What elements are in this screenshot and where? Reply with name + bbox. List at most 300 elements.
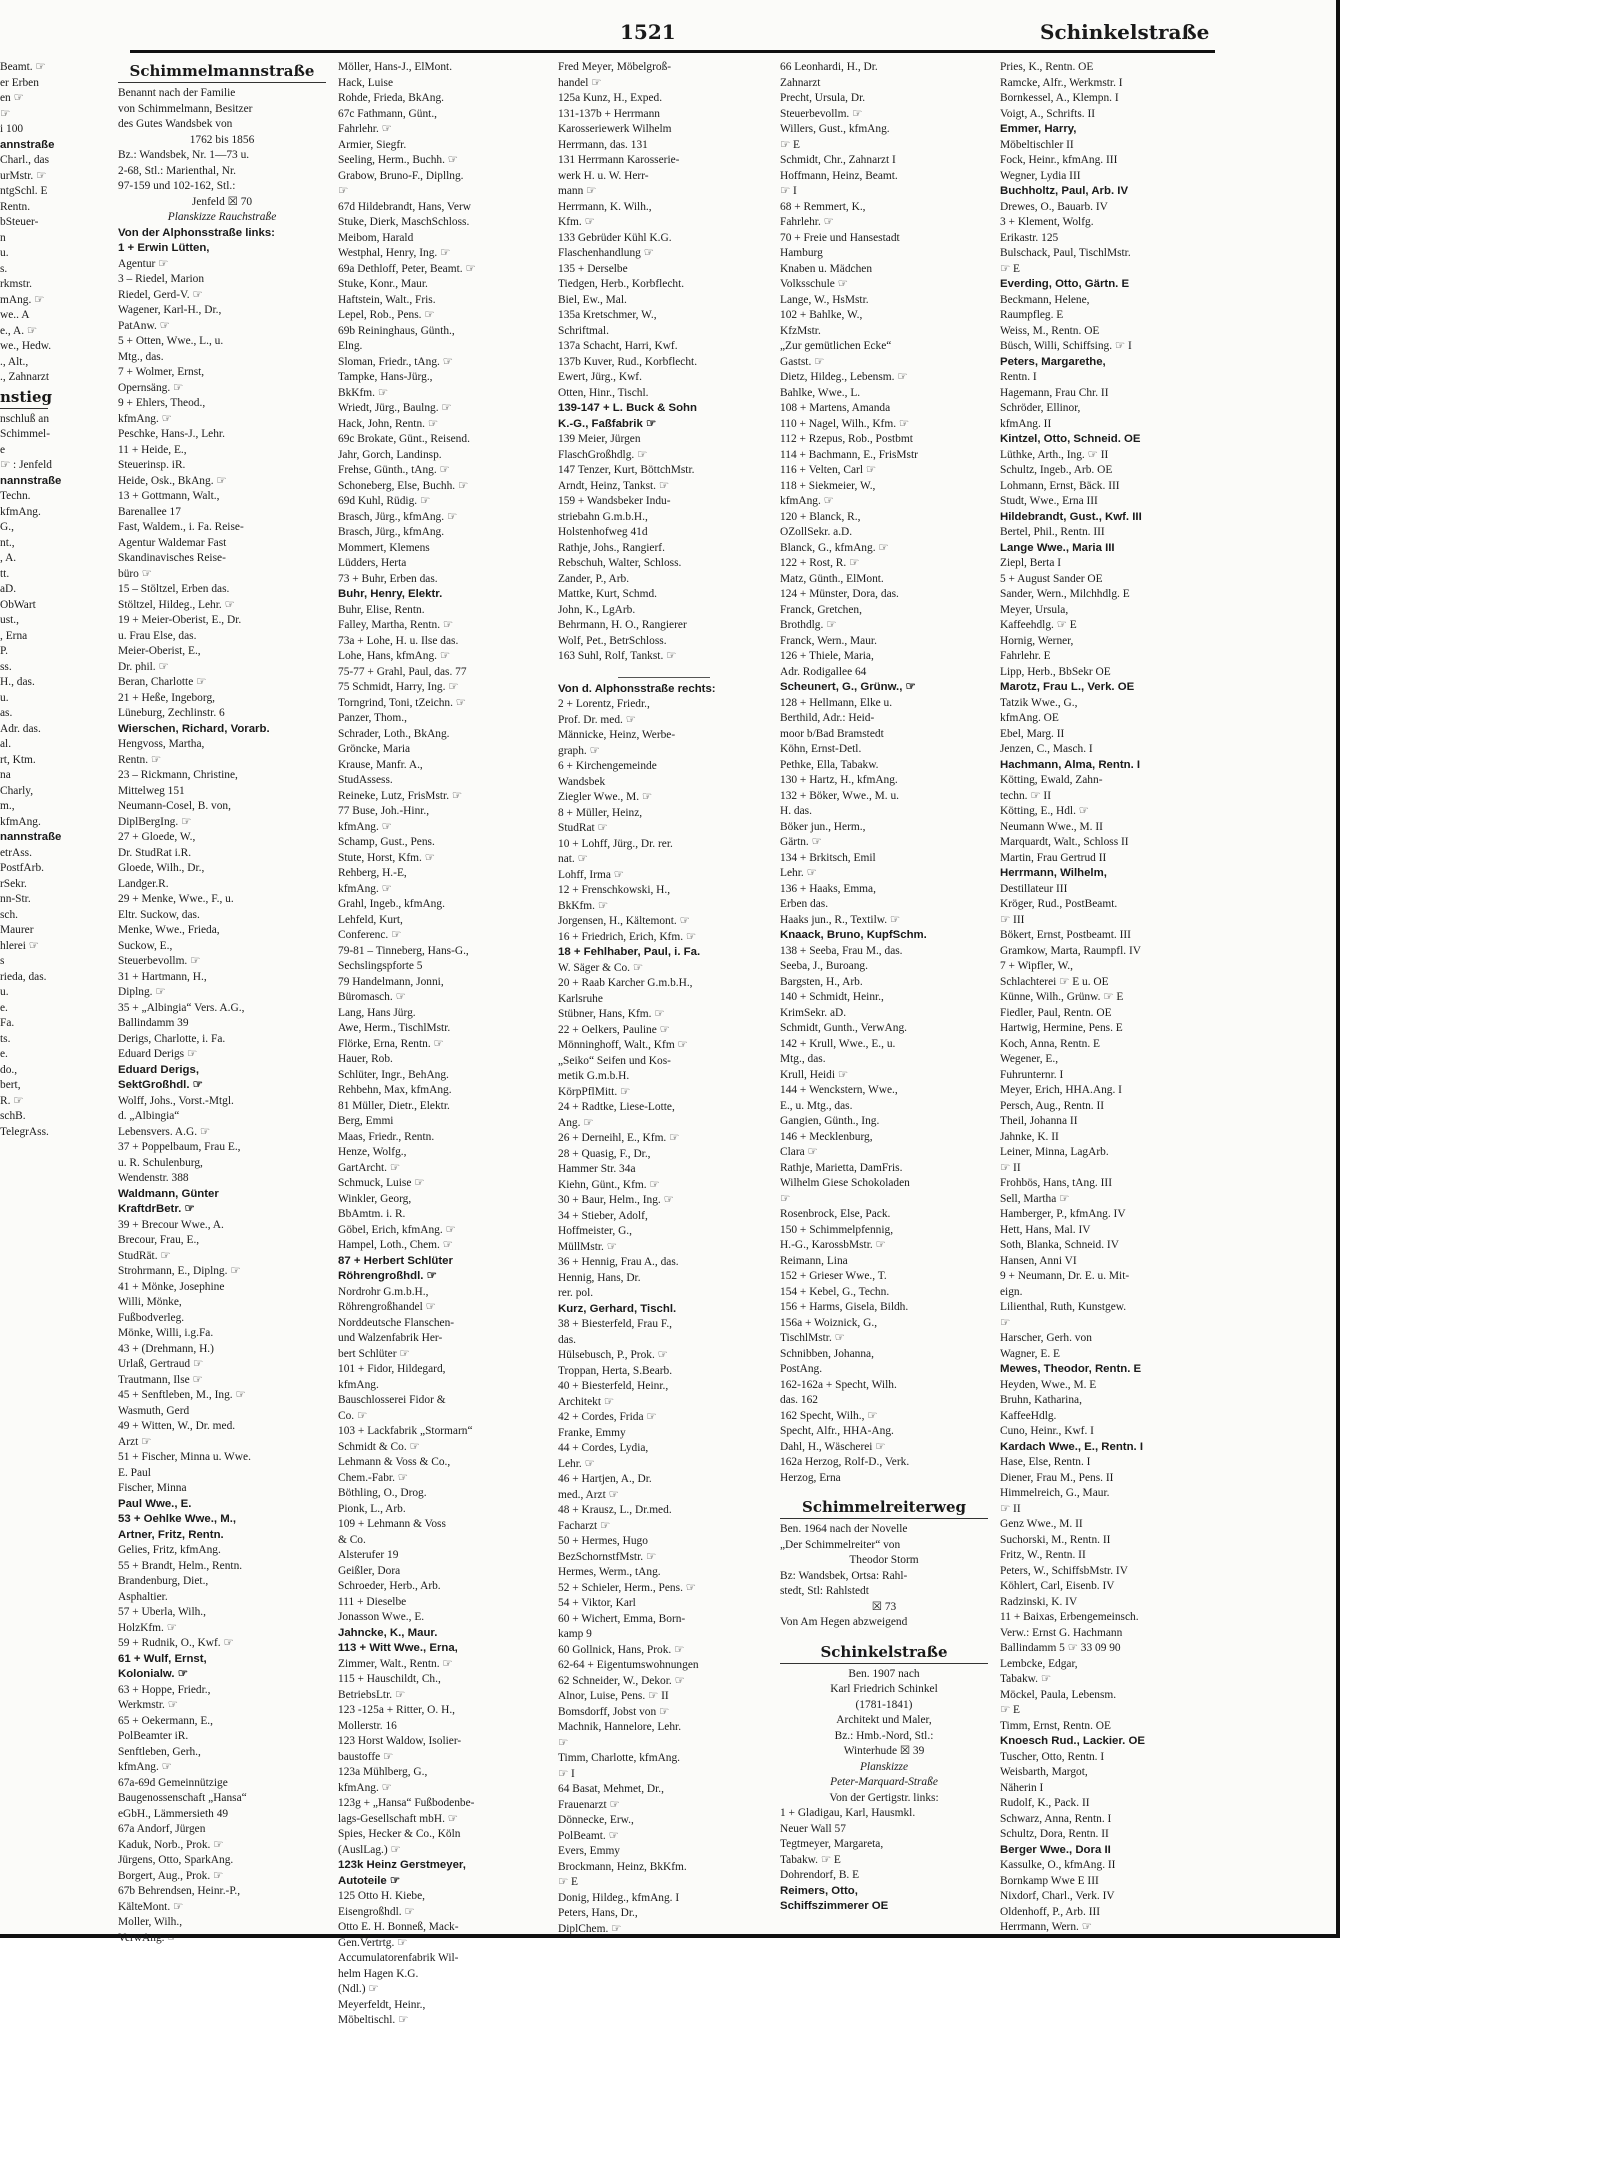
directory-entry-line: 120 + Blanck, R., (780, 510, 861, 523)
directory-entry-line: mAng. ☞ (0, 293, 45, 306)
directory-entry-line: 44 + Cordes, Lydia, (558, 1442, 649, 1454)
directory-entry-line: Dahl, H., Wäscherei ☞ (780, 1440, 886, 1453)
directory-entry-line: Frehse, Günth., tAng. ☞ (338, 464, 450, 476)
directory-entry-line: Krull, Heidi ☞ (780, 1068, 849, 1081)
directory-entry-line: Henze, Wolfg., (338, 1146, 407, 1158)
directory-entry-line: Conferenc. ☞ (338, 929, 402, 941)
directory-entry-line: Specht, Alfr., HHA-Ang. (780, 1425, 894, 1437)
directory-entry-line: Ziegler Wwe., M. ☞ (558, 791, 653, 803)
directory-entry-line: 11 + Baixas, Erbengemeinsch. (1000, 1611, 1139, 1623)
directory-entry-line: 1 + Erwin Lütten, (118, 242, 210, 254)
directory-entry-line: Gelies, Fritz, kfmAng. (118, 1544, 221, 1556)
directory-entry-line: Hildebrandt, Gust., Kwf. III (1000, 510, 1142, 523)
directory-entry-line: Schultz, Dora, Rentn. II (1000, 1828, 1109, 1840)
directory-entry-line: Marotz, Frau L., Verk. OE (1000, 681, 1135, 693)
directory-entry-line: 69d Kuhl, Rüdig. ☞ (338, 495, 431, 507)
directory-entry-line: Alsterufer 19 (338, 1549, 399, 1561)
directory-entry-line: Kolonialw. ☞ (118, 1668, 188, 1680)
directory-entry-line: 123g + „Hansa“ Fußbodenbe- (338, 1797, 475, 1809)
directory-entry-line: Lembcke, Edgar, (1000, 1657, 1078, 1670)
directory-entry-line: Facharzt ☞ (558, 1519, 611, 1532)
directory-entry-line: 162 Specht, Wilh., ☞ (780, 1409, 878, 1422)
directory-entry-line: u. (0, 247, 9, 259)
directory-entry-line: 115 + Hauschildt, Ch., (338, 1673, 441, 1685)
directory-entry-line: as. (0, 707, 13, 719)
directory-entry-line: Meyerfeldt, Heinr., (338, 1998, 426, 2011)
section-divider (618, 669, 710, 678)
directory-entry-line: E., u. Mtg., das. (780, 1099, 853, 1112)
directory-entry-line: Ben. 1907 nach (848, 1667, 920, 1680)
directory-entry-line: Buhr, Henry, Elektr. (338, 588, 443, 600)
directory-entry-line: Schmidt & Co. ☞ (338, 1440, 420, 1453)
directory-entry-line: (1781-1841) (855, 1698, 913, 1711)
directory-entry-line: Fußbodverleg. (118, 1311, 185, 1324)
directory-entry-line: 75 Schmidt, Harry, Ing. ☞ (338, 681, 459, 693)
directory-entry-line: P. (0, 645, 8, 657)
directory-entry-line: Koch, Anna, Rentn. E (1000, 1037, 1100, 1050)
directory-entry-line: eGbH., Lämmersieth 49 (118, 1807, 229, 1820)
directory-entry-line: Volksschule ☞ (780, 278, 848, 290)
directory-entry-line: graph. ☞ (558, 744, 600, 757)
directory-entry-line: Lange, W., HsMstr. (780, 293, 869, 306)
directory-entry-line: Lipp, Herb., BbSekr OE (1000, 665, 1111, 678)
directory-entry-line: Hengvoss, Martha, (118, 738, 205, 750)
directory-entry-line: Erikastr. 125 (1000, 231, 1059, 244)
directory-entry-line: R. ☞ (0, 1094, 24, 1107)
directory-entry-line: 135a Kretschmer, W., (558, 309, 657, 321)
directory-entry-line: rieda, das. (0, 970, 47, 983)
directory-entry-line: e. (0, 1001, 8, 1014)
directory-entry-line: Rentn. ☞ (118, 753, 162, 766)
directory-entry-line: mann ☞ (558, 185, 597, 197)
directory-entry-line: KrimSekr. aD. (780, 1006, 847, 1019)
directory-entry-line: Winkler, Georg, (338, 1192, 412, 1205)
directory-entry-line: Schamp, Gust., Pens. (338, 836, 435, 848)
directory-entry-line: 147 Tenzer, Kurt, BöttchMstr. (558, 464, 695, 476)
directory-entry-line: kfmAng. (338, 1378, 379, 1391)
directory-entry-line: Opernsäng. ☞ (118, 381, 184, 394)
directory-entry-line: H., das. (0, 676, 35, 688)
directory-entry-line: 116 + Velten, Carl ☞ (780, 464, 877, 476)
directory-entry-line: Strohrmann, E., Diplng. ☞ (118, 1265, 241, 1277)
directory-entry-line: PolBeamt. ☞ (558, 1829, 619, 1842)
directory-entry-line: Alnor, Luise, Pens. ☞ II (558, 1690, 669, 1702)
directory-entry-line: StudAssess. (338, 774, 393, 786)
header-rule (130, 50, 1215, 53)
directory-entry-line: s (0, 955, 5, 967)
directory-entry-line: 3 + Klement, Wolfg. (1000, 216, 1094, 228)
directory-entry-line: Autoteile ☞ (338, 1874, 401, 1887)
directory-entry-line: Menke, Wwe., Frieda, (118, 924, 220, 936)
column-1 (118, 60, 326, 1946)
directory-entry-line: nn-Str. (0, 893, 31, 905)
directory-entry-line: nannstraße (0, 474, 62, 487)
directory-entry-line: 5 + Otten, Wwe., L., u. (118, 335, 224, 347)
directory-entry-line: 49 + Witten, W., Dr. med. (118, 1420, 236, 1432)
directory-entry-line: 103 + Lackfabrik „Stormarn“ (338, 1425, 473, 1437)
directory-entry-line: sch. (0, 908, 19, 921)
directory-entry-line: Schimmel- (0, 428, 50, 440)
directory-entry-line: Tiedgen, Herb., Korbflecht. (558, 278, 685, 290)
directory-entry-line: , A. (0, 552, 17, 564)
directory-entry-line: 9 + Neumann, Dr. E. u. Mit- (1000, 1270, 1130, 1282)
directory-entry-line: & Co. (338, 1533, 366, 1546)
directory-entry-line: 55 + Brandt, Helm., Rentn. (118, 1559, 243, 1572)
directory-entry-line: Geißler, Dora (338, 1564, 401, 1577)
directory-entry-line: 31 + Hartmann, H., (118, 970, 207, 983)
directory-entry-line: SektGroßhdl. ☞ (118, 1079, 203, 1091)
directory-entry-line: tt. (0, 567, 10, 580)
directory-entry-line: helm Hagen K.G. (338, 1967, 419, 1980)
directory-entry-line: Agentur ☞ (118, 257, 169, 270)
directory-entry-line: urMstr. ☞ (0, 169, 47, 182)
directory-entry-line: Nordrohr G.m.b.H., (338, 1285, 429, 1298)
directory-entry-line: Hagemann, Frau Chr. II (1000, 386, 1109, 399)
directory-entry-line: ss. (0, 660, 12, 673)
directory-entry-line: kfmAng. (0, 505, 41, 518)
directory-entry-line: 73 + Buhr, Erben das. (338, 572, 438, 585)
directory-entry-line: Ben. 1964 nach der Novelle (780, 1523, 908, 1535)
directory-entry-line: Kassulke, O., kfmAng. II (1000, 1859, 1116, 1871)
directory-entry-line: Scheunert, G., Grünw., ☞ (780, 681, 916, 693)
directory-entry-line: Cuno, Heinr., Kwf. I (1000, 1425, 1094, 1437)
directory-entry-line: bSteuer- (0, 216, 39, 228)
directory-entry-line: 132 + Böker, Wwe., M. u. (780, 789, 900, 802)
directory-entry-line: OZollSekr. a.D. (780, 526, 853, 538)
directory-entry-line: Frauenarzt ☞ (558, 1798, 620, 1811)
directory-entry-line: 53 + Oehlke Wwe., M., (118, 1513, 237, 1525)
directory-entry-line: 26 + Derneihl, E., Kfm. ☞ (558, 1132, 680, 1144)
directory-entry-line: u. Frau Else, das. (118, 629, 197, 642)
directory-entry-line: Studt, Wwe., Erna III (1000, 495, 1098, 507)
directory-entry-line: Hauer, Rob. (338, 1053, 393, 1065)
directory-entry-line: Jahncke, K., Maur. (338, 1626, 438, 1639)
directory-entry-line: 77 Buse, Joh.-Hinr., (338, 805, 430, 817)
directory-entry-line: Buhr, Elise, Rentn. (338, 603, 425, 616)
directory-entry-line: 131-137b + Herrmann (558, 107, 660, 120)
directory-entry-line: Bahlke, Wwe., L. (780, 386, 861, 399)
directory-entry-line: ☞ III (1000, 913, 1025, 926)
directory-entry-line: Hartwig, Hermine, Pens. E (1000, 1022, 1123, 1034)
directory-entry-line: Zahnarzt (780, 76, 821, 89)
directory-entry-line: Lüneburg, Zechlinstr. 6 (118, 707, 225, 719)
directory-entry-line: kamp 9 (558, 1628, 592, 1640)
directory-entry-line: Lüdders, Herta (338, 557, 407, 569)
directory-entry-line: Herrmann, K. Wilh., (558, 200, 652, 213)
directory-entry-line: 112 + Rzepus, Rob., Postbmt (780, 433, 913, 445)
directory-entry-line: Fischer, Minna (118, 1482, 187, 1494)
directory-entry-line: Bruhn, Katharina, (1000, 1394, 1082, 1406)
directory-entry-line: Mommert, Klemens (338, 541, 430, 554)
directory-entry-line: Stübner, Hans, Kfm. ☞ (558, 1008, 665, 1020)
directory-entry-line: VerwAng. ☞ (118, 1931, 178, 1944)
directory-entry-line: 146 + Mecklenburg, (780, 1130, 873, 1143)
directory-entry-line: Karl Friedrich Schinkel (830, 1683, 938, 1695)
directory-entry-line: 150 + Schimmelpfennig, (780, 1223, 894, 1236)
directory-entry-line: 50 + Hermes, Hugo (558, 1535, 648, 1547)
directory-entry-line: Herrmann, Wilhelm, (1000, 867, 1107, 879)
directory-entry-line: 39 + Brecour Wwe., A. (118, 1218, 224, 1231)
directory-entry-line: Sloman, Friedr., tAng. ☞ (338, 355, 453, 368)
directory-entry-line: ☒ 73 (871, 1600, 897, 1613)
directory-entry-line: PostAng. (780, 1363, 823, 1375)
directory-entry-line: Bargsten, H., Arb. (780, 975, 863, 988)
directory-entry-line: kfmAng. II (1000, 417, 1052, 430)
directory-entry-line: Brasch, Jürg., kfmAng. (338, 526, 445, 538)
directory-entry-line: Accumulatorenfabrik Wil- (338, 1952, 459, 1964)
directory-entry-line: 135 + Derselbe (558, 262, 628, 275)
directory-entry-line: Fast, Waldem., i. Fa. Reise- (118, 521, 244, 533)
directory-entry-line: do., (0, 1063, 18, 1076)
directory-entry-line: 140 + Schmidt, Heinr., (780, 991, 884, 1003)
directory-entry-line: Ebel, Marg. II (1000, 727, 1065, 740)
directory-entry-line: Seeba, J., Buroang. (780, 960, 868, 972)
directory-entry-line: Karosseriewerk Wilhelm (558, 123, 672, 135)
directory-entry-line: Waldmann, Günter (118, 1187, 219, 1200)
directory-entry-line: ☞ II (1000, 1502, 1021, 1515)
directory-entry-line: Stuke, Konr., Maur. (338, 278, 428, 290)
directory-entry-line: Skandinavisches Reise- (118, 552, 226, 564)
directory-entry-line: Artner, Fritz, Rentn. (118, 1528, 224, 1541)
directory-entry-line: u. (0, 986, 9, 998)
directory-entry-line: 36 + Hennig, Frau A., das. (558, 1256, 679, 1268)
directory-entry-line: 138 + Seeba, Frau M., das. (780, 944, 903, 957)
running-street-header: Schinkelstraße (1040, 20, 1210, 44)
directory-entry-line: 18 + Fehlhaber, Paul, i. Fa. (558, 946, 701, 958)
directory-entry-line: Lohmann, Ernst, Bäck. III (1000, 479, 1120, 492)
directory-entry-line: med., Arzt ☞ (558, 1488, 619, 1501)
directory-entry-line: Sander, Wern., Milchhdlg. E (1000, 588, 1130, 600)
directory-entry-line (780, 1631, 988, 1641)
directory-entry-line: eign. (1000, 1285, 1023, 1298)
directory-entry-line: 162a Herzog, Rolf-D., Verk. (780, 1456, 910, 1468)
directory-entry-line: „Zur gemütlichen Ecke“ (780, 340, 892, 352)
directory-entry-line: K.-G., Faßfabrik ☞ (558, 417, 657, 430)
directory-entry-line: nannstraße (0, 831, 62, 843)
directory-entry-line: Wasmuth, Gerd (118, 1404, 190, 1417)
directory-entry-line: ust., (0, 614, 19, 626)
directory-entry-line: Reimers, Otto, (780, 1884, 858, 1897)
directory-entry-line: Röhrengroßhdl. ☞ (338, 1270, 437, 1282)
directory-entry-line: 6 + Kirchengemeinde (558, 760, 657, 772)
directory-entry-line: 13 + Gottmann, Walt., (118, 490, 220, 502)
directory-entry-line: büro ☞ (118, 567, 152, 580)
directory-entry-line: ☞ I (780, 185, 797, 197)
directory-entry-line: ☞ : Jenfeld (0, 459, 52, 471)
directory-entry-line: Emmer, Harry, (1000, 123, 1077, 135)
directory-entry-line: , Erna (0, 629, 28, 642)
directory-entry-line: Bz.: Hmb.-Nord, Stl.: (834, 1729, 934, 1742)
directory-entry-line: moor b/Bad Bramstedt (780, 727, 884, 740)
directory-entry-line: Dr. phil. ☞ (118, 660, 169, 673)
directory-entry-line: 52 + Schieler, Herm., Pens. ☞ (558, 1581, 696, 1594)
directory-entry-line: Jonasson Wwe., E. (338, 1611, 425, 1623)
directory-entry-line: TischlMstr. ☞ (780, 1332, 845, 1344)
directory-entry-line: Hamberger, P., kfmAng. IV (1000, 1208, 1126, 1220)
directory-entry-line: DiplChem. ☞ (558, 1922, 622, 1935)
directory-entry-line: 136 + Haaks, Emma, (780, 882, 876, 895)
directory-entry-line: 123a Mühlberg, G., (338, 1766, 428, 1778)
directory-entry-line: Hampel, Loth., Chem. ☞ (338, 1239, 453, 1251)
directory-entry-line: Gröncke, Maria (338, 743, 411, 755)
directory-entry-line: ., Alt., (0, 355, 29, 368)
directory-entry-line: Fiedler, Paul, Rentn. OE (1000, 1006, 1112, 1019)
directory-entry-line: Rentn. I (1000, 371, 1037, 383)
directory-entry-line: 42 + Cordes, Frida ☞ (558, 1411, 657, 1423)
directory-entry-line: Dietz, Hildeg., Lebensm. ☞ (780, 371, 908, 383)
directory-entry-line: Hack, Luise (338, 76, 394, 89)
directory-entry-line: striebahn G.m.b.H., (558, 510, 648, 523)
directory-entry-line: ntgSchl. E (0, 185, 48, 197)
directory-entry-line: Willi, Mönke, (118, 1296, 182, 1308)
directory-entry-line: Reineke, Lutz, FrisMstr. ☞ (338, 789, 463, 802)
directory-entry-line: 125 Otto H. Kiebe, (338, 1890, 425, 1902)
directory-entry-line: techn. ☞ II (1000, 789, 1052, 802)
directory-entry-line: Hamburg (780, 247, 823, 259)
directory-entry-line: 21 + Heße, Ingeborg, (118, 691, 215, 704)
directory-entry-line: 62-64 + Eigentumswohnungen (558, 1659, 699, 1671)
directory-entry-line: 133 Gebrüder Kühl K.G. (558, 231, 672, 244)
directory-entry-line: Tampke, Hans-Jürg., (338, 371, 433, 383)
directory-entry-line: s. (0, 262, 8, 275)
directory-entry-line: ☞ E (1000, 1704, 1021, 1716)
directory-entry-line: 102 + Bahlke, W., (780, 309, 863, 321)
directory-entry-line: Otto E. H. Bonneß, Mack- (338, 1921, 459, 1933)
directory-entry-line: Pethke, Ella, Tabakw. (780, 758, 879, 771)
directory-entry-line: das. 162 (780, 1394, 818, 1406)
directory-entry-line: ts. (0, 1032, 11, 1045)
directory-entry-line: e (0, 443, 6, 456)
directory-entry-line: Jahr, Gorch, Landinsp. (338, 448, 442, 461)
directory-entry-line: Rebschuh, Walter, Schloss. (558, 557, 682, 569)
directory-entry-line: Schiffszimmerer OE (780, 1900, 889, 1912)
directory-entry-line: Barenallee 17 (118, 505, 181, 518)
directory-entry-line: 137a Schacht, Harri, Kwf. (558, 340, 678, 352)
directory-entry-line: 128 + Hellmann, Elke u. (780, 696, 893, 709)
directory-entry-line: 54 + Viktor, Karl (558, 1597, 636, 1609)
directory-entry-line: Stöltzel, Hildeg., Lehr. ☞ (118, 598, 235, 611)
directory-entry-line: Eisengroßhdl. ☞ (338, 1905, 415, 1918)
directory-entry-line: we.. A (0, 309, 30, 321)
directory-entry-line: Westphal, Henry, Ing. ☞ (338, 247, 451, 259)
directory-entry-line: Soth, Blanka, Schneid. IV (1000, 1239, 1119, 1251)
directory-entry-line: Grahl, Ingeb., kfmAng. (338, 898, 445, 910)
directory-entry-line: Everding, Otto, Gärtn. E (1000, 278, 1130, 290)
directory-entry-line: Behrmann, H. O., Rangierer (558, 619, 687, 631)
directory-entry-line: KraftdrBetr. ☞ (118, 1203, 195, 1215)
directory-entry-line: 139 Meier, Jürgen (558, 433, 641, 445)
directory-entry-line: Herrmann, das. 131 (558, 138, 648, 151)
directory-entry-line: Bz: Wandsbek, Ortsa: Rahl- (780, 1569, 908, 1582)
directory-entry-line: ., Zahnarzt (0, 371, 50, 383)
directory-entry-line: Jürgens, Otto, SparkAng. (118, 1854, 234, 1866)
directory-entry-line: Hornig, Werner, (1000, 634, 1074, 647)
directory-entry-line: PatAnw. ☞ (118, 319, 170, 332)
directory-entry-line: Rehberg, H.-E, (338, 867, 407, 879)
directory-entry-line: 108 + Martens, Amanda (780, 402, 891, 414)
directory-entry-line: Franck, Gretchen, (780, 603, 862, 616)
directory-entry-line: Leiner, Minna, LagArb. (1000, 1146, 1109, 1158)
directory-entry-line: kfmAng. ☞ (118, 412, 172, 425)
directory-entry-line: H. das. (780, 805, 812, 817)
directory-entry-line: Maurer (0, 924, 34, 936)
directory-entry-line (780, 1486, 988, 1496)
directory-entry-line: Suchorski, M., Rentn. II (1000, 1533, 1111, 1546)
directory-entry-line: 159 + Wandsbeker Indu- (558, 495, 671, 507)
directory-entry-line: 144 + Wenckstern, Wwe., (780, 1084, 898, 1096)
directory-entry-line: Lepel, Rob., Pens. ☞ (338, 309, 435, 321)
directory-entry-line: 142 + Krull, Wwe., E., u. (780, 1037, 896, 1050)
directory-entry-line: Bornkamp Wwe E III (1000, 1874, 1099, 1887)
directory-entry-line: Knaack, Bruno, KupfSchm. (780, 929, 927, 941)
directory-entry-line: 87 + Herbert Schlüter (338, 1254, 453, 1267)
directory-entry-line: HolzKfm. ☞ (118, 1621, 177, 1634)
directory-entry-line: Knoesch Rud., Lackier. OE (1000, 1735, 1145, 1747)
directory-entry-line: Eduard Derigs, (118, 1063, 200, 1076)
directory-entry-line: Bz.: Wandsbek, Nr. 1—73 u. (118, 149, 250, 161)
directory-entry-line: Senftleben, Gerh., (118, 1745, 201, 1758)
directory-entry-line: Steuerbevollm. ☞ (780, 107, 863, 120)
directory-entry-line: Rohde, Frieda, BkAng. (338, 92, 444, 104)
directory-entry-line: 67a-69d Gemeinnützige (118, 1776, 228, 1789)
directory-entry-line: Büsch, Willi, Schiffsing. ☞ I (1000, 340, 1132, 352)
directory-entry-line: 57 + Uberla, Wilh., (118, 1606, 207, 1618)
directory-entry-line: Oldenhoff, P., Arb. III (1000, 1905, 1101, 1918)
directory-entry-line: 69c Brokate, Günt., Reisend. (338, 433, 470, 445)
directory-entry-line: Tabakw. ☞ (1000, 1673, 1052, 1685)
directory-entry-line: Büromasch. ☞ (338, 991, 406, 1003)
directory-entry-line: Schwarz, Anna, Rentn. I (1000, 1812, 1112, 1825)
directory-entry-line: 65 + Oekermann, E., (118, 1714, 213, 1727)
directory-entry-line: Neumann Wwe., M. II (1000, 820, 1103, 833)
directory-entry-line: Von d. Alphonsstraße rechts: (558, 682, 716, 695)
directory-entry-line: 40 + Biesterfeld, Heinr., (558, 1380, 669, 1392)
directory-entry-line: Hachmann, Alma, Rentn. I (1000, 758, 1141, 771)
directory-entry-line: Künne, Wilh., Grünw. ☞ E (1000, 991, 1124, 1003)
directory-entry-line: d. „Albingia“ (118, 1110, 180, 1122)
directory-entry-line: Planskizze Rauchstraße (167, 211, 277, 223)
directory-entry-line: Beran, Charlotte ☞ (118, 676, 207, 688)
directory-entry-line: Berger Wwe., Dora II (1000, 1843, 1111, 1856)
directory-entry-line: Willers, Gust., kfmAng. (780, 123, 890, 135)
directory-entry-line: ☞ II (1000, 1161, 1021, 1174)
directory-entry-line: Falley, Martha, Rentn. ☞ (338, 619, 454, 631)
directory-entry-line: Mönke, Willi, i.g.Fa. (118, 1327, 214, 1339)
directory-entry-line: 63 + Hoppe, Friedr., (118, 1683, 211, 1696)
directory-entry-line: Wagener, Karl-H., Dr., (118, 304, 222, 316)
directory-entry-line: Ramcke, Alfr., Werkmstr. I (1000, 76, 1123, 89)
directory-entry-line: Elng. (338, 340, 363, 352)
directory-entry-line: Frohbös, Hans, tAng. III (1000, 1177, 1112, 1189)
directory-entry-line: Zander, P., Arb. (558, 572, 630, 585)
directory-entry-line: Karlsruhe (558, 992, 603, 1005)
directory-entry-line: von Schimmelmann, Besitzer (118, 102, 253, 115)
directory-entry-line: Brasch, Jürg., kfmAng. ☞ (338, 510, 458, 523)
directory-entry-line: Winterhude ☒ 39 (843, 1745, 925, 1757)
directory-entry-line: Landger.R. (118, 877, 169, 890)
directory-entry-line: 37 + Poppelbaum, Frau E., (118, 1141, 241, 1153)
directory-entry-line: Werkmstr. ☞ (118, 1699, 178, 1711)
directory-entry-line: Tabakw. ☞ E (780, 1853, 841, 1866)
directory-entry-line: aD. (0, 583, 17, 595)
directory-entry-line: Köhn, Ernst-Detl. (780, 743, 862, 755)
directory-entry-line: Lilienthal, Ruth, Kunstgew. (1000, 1301, 1127, 1313)
directory-entry-line: Bertel, Phil., Rentn. III (1000, 526, 1105, 538)
directory-entry-line: Arndt, Heinz, Tankst. ☞ (558, 479, 670, 492)
directory-entry-line: 73a + Lohe, H. u. Ilse das. (338, 634, 459, 647)
directory-entry-line: Meyer, Ursula, (1000, 603, 1069, 616)
directory-entry-line: Dohrendorf, B. E (780, 1869, 860, 1881)
